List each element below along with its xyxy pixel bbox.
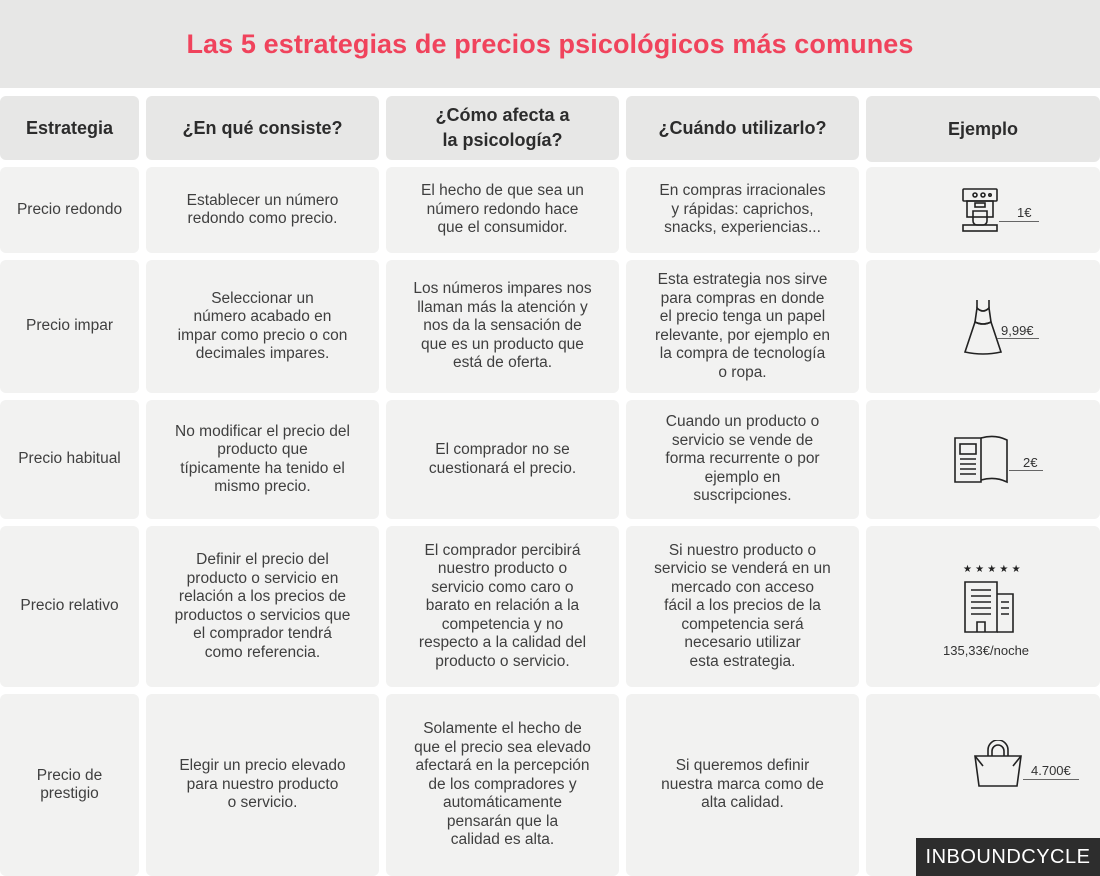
page-title: Las 5 estrategias de precios psicológicos más comunes — [186, 28, 914, 59]
row-2-psychology: Los números impares nos llaman más la atención y nos da la sensación de que es un producto que está de oferta. — [386, 260, 619, 393]
row-1-price: 1€ — [1017, 205, 1032, 220]
row-2-example — [866, 260, 1100, 393]
row-5-price-line — [1023, 779, 1079, 780]
title-band — [0, 0, 1100, 88]
row-4-psychology: El comprador percibirá nuestro producto o servicio como caro o barato en relación a la competencia y no respecto a la calidad del producto o servicio. — [386, 526, 619, 687]
row-1-price-line — [999, 221, 1039, 222]
row-2-price-line — [997, 338, 1039, 339]
header-estrategia: Estrategia — [0, 96, 139, 160]
coffee-machine-icon — [961, 187, 999, 233]
row-3-price: 2€ — [1023, 455, 1038, 470]
row-5-psychology: Solamente el hecho de que el precio sea elevado afectará en la percepción de los compradores y automáticamente pensarán que la calidad es alta. — [386, 694, 619, 876]
row-2-when: Esta estrategia nos sirve para compras en donde el precio tenga un papel relevante, por ejemplo en la compra de tecnología o ropa. — [626, 260, 859, 393]
row-1-example — [866, 167, 1100, 253]
row-1-psychology: El hecho de que sea un número redondo hace que el consumidor. — [386, 167, 619, 253]
row-4-price: 135,33€/noche — [943, 643, 1030, 658]
header-consiste: ¿En qué consiste? — [146, 96, 379, 160]
row-4-consists: Definir el precio del producto o servicio en relación a los precios de productos o servicios que el comprador tendrá como referencia. — [146, 526, 379, 687]
handbag-icon — [971, 740, 1025, 788]
row-1-consists: Establecer un número redondo como precio. — [146, 167, 379, 253]
header-ejemplo: Ejemplo — [866, 96, 1100, 162]
row-3-psychology: El comprador no se cuestionará el precio. — [386, 400, 619, 519]
row-3-consists: No modificar el precio del producto que típicamente ha tenido el mismo precio. — [146, 400, 379, 519]
row-3-when: Cuando un producto o servicio se vende de forma recurrente o por ejemplo en suscripciones. — [626, 400, 859, 519]
dress-icon — [963, 298, 1003, 356]
row-5-price: 4.700€ — [1031, 763, 1071, 778]
row-4-strategy: Precio relativo — [0, 526, 139, 687]
row-3-price-line — [1009, 470, 1043, 471]
header-cuando: ¿Cuándo utilizarlo? — [626, 96, 859, 160]
hotel-icon — [955, 562, 1025, 634]
row-2-price: 9,99€ — [1001, 323, 1034, 338]
row-2-consists: Seleccionar un número acabado en impar como precio o con decimales impares. — [146, 260, 379, 393]
row-1-strategy: Precio redondo — [0, 167, 139, 253]
row-5-when: Si queremos definir nuestra marca como de alta calidad. — [626, 694, 859, 876]
magazine-icon — [953, 434, 1009, 484]
row-5-strategy: Precio de prestigio — [0, 694, 139, 876]
row-4-example — [866, 526, 1100, 687]
row-2-strategy: Precio impar — [0, 260, 139, 393]
row-1-when: En compras irracionales y rápidas: caprichos, snacks, experiencias... — [626, 167, 859, 253]
row-4-when: Si nuestro producto o servicio se venderá en un mercado con acceso fácil a los precios de la competencia será necesario utilizar esta estrategia. — [626, 526, 859, 687]
row-3-strategy: Precio habitual — [0, 400, 139, 519]
svg-text:★ ★ ★ ★ ★: ★ ★ ★ ★ ★ — [963, 564, 1021, 575]
row-5-consists: Elegir un precio elevado para nuestro producto o servicio. — [146, 694, 379, 876]
inboundcycle-logo: INBOUNDCYCLE — [916, 838, 1100, 876]
header-psicologia: ¿Cómo afecta a la psicología? — [386, 96, 619, 160]
row-3-example — [866, 400, 1100, 519]
